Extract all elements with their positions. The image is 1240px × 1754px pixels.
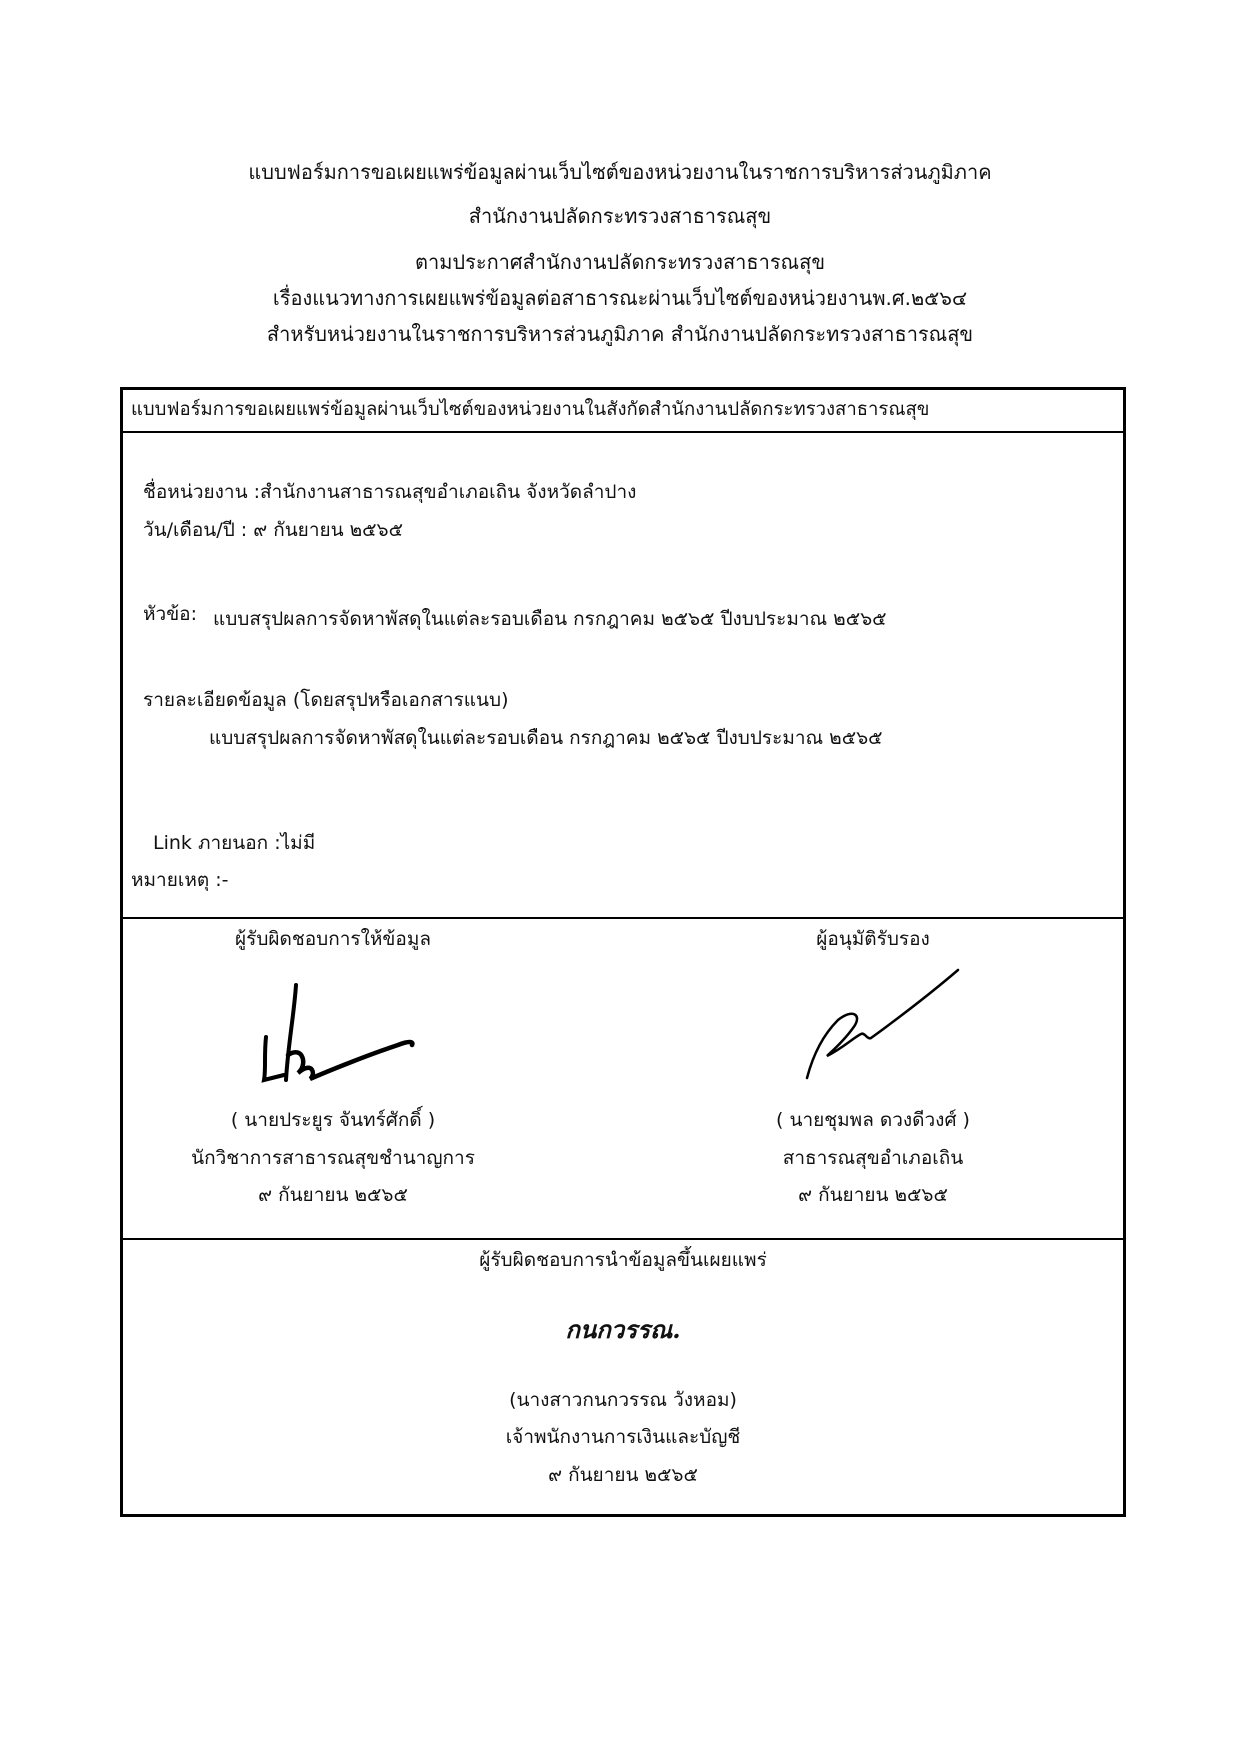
approver-date: ๙ กันยายน ๒๕๖๕ [798, 1184, 948, 1206]
header-line-4: เรื่องแนวทางการเผยแพร่ข้อมูลต่อสาธารณะผ่านเว็บไซต์ของหน่วยงานพ.ศ.๒๕๖๔ [272, 286, 968, 310]
publisher-position: เจ้าพนักงานการเงินและบัญชี [505, 1426, 741, 1448]
topic-value: แบบสรุปผลการจัดหาพัสดุในแต่ละรอบเดือน กรกฎาคม ๒๕๖๕ ปีงบประมาณ ๒๕๖๕ [213, 608, 887, 630]
header-line-5: สำหรับหน่วยงานในราชการบริหารส่วนภูมิภาค สำนักงานปลัดกระทรวงสาธารณสุข [266, 322, 974, 346]
divider-signers [123, 917, 1123, 919]
form-title: แบบฟอร์มการขอเผยแพร่ข้อมูลผ่านเว็บไซต์ของหน่วยงานในสังกัดสำนักงานปลัดกระทรวงสาธารณสุข [131, 399, 930, 420]
header-line-1: แบบฟอร์มการขอเผยแพร่ข้อมูลผ่านเว็บไซต์ของหน่วยงานในราชการบริหารส่วนภูมิภาค [248, 160, 992, 184]
header-line-2: สำนักงานปลัดกระทรวงสาธารณสุข [468, 204, 772, 228]
approver-role-heading: ผู้อนุมัติรับรอง [816, 928, 930, 950]
publisher-name: (นางสาวกนกวรรณ วังหอม) [509, 1389, 737, 1411]
publisher-date: ๙ กันยายน ๒๕๖๕ [548, 1464, 698, 1486]
provider-role-heading: ผู้รับผิดชอบการให้ข้อมูล [235, 928, 431, 950]
approver-signature [803, 960, 963, 1080]
divider-title [123, 431, 1123, 433]
divider-publisher [123, 1238, 1123, 1240]
provider-name: ( นายประยูร จันทร์ศักดิ์ ) [230, 1109, 436, 1131]
publisher-signature: กนกวรรณ. [565, 1315, 681, 1344]
publisher-role-heading: ผู้รับผิดชอบการนำข้อมูลขึ้นเผยแพร่ [479, 1249, 767, 1271]
approver-position: สาธารณสุขอำเภอเถิน [782, 1147, 964, 1169]
date-field: วัน/เดือน/ปี : ๙ กันยายน ๒๕๖๕ [143, 519, 403, 541]
form-table [120, 387, 1126, 1517]
header-line-3: ตามประกาศสำนักงานปลัดกระทรวงสาธารณสุข [414, 250, 825, 274]
approver-name: ( นายชุมพล ดวงดีวงศ์ ) [776, 1109, 970, 1131]
details-label: รายละเอียดข้อมูล (โดยสรุปหรือเอกสารแนบ) [143, 689, 509, 711]
agency-field: ชื่อหน่วยงาน :สำนักงานสาธารณสุขอำเภอเถิน จังหวัดลำปาง [143, 481, 637, 503]
provider-signature [258, 975, 458, 1095]
remark-field: หมายเหตุ :- [131, 869, 229, 891]
topic-label: หัวข้อ: [143, 603, 197, 625]
provider-date: ๙ กันยายน ๒๕๖๕ [258, 1184, 408, 1206]
external-link-field: Link ภายนอก :ไม่มี [153, 832, 316, 854]
provider-position: นักวิชาการสาธารณสุขชำนาญการ [191, 1147, 475, 1169]
details-value: แบบสรุปผลการจัดหาพัสดุในแต่ละรอบเดือน กรกฎาคม ๒๕๖๕ ปีงบประมาณ ๒๕๖๕ [209, 727, 883, 749]
